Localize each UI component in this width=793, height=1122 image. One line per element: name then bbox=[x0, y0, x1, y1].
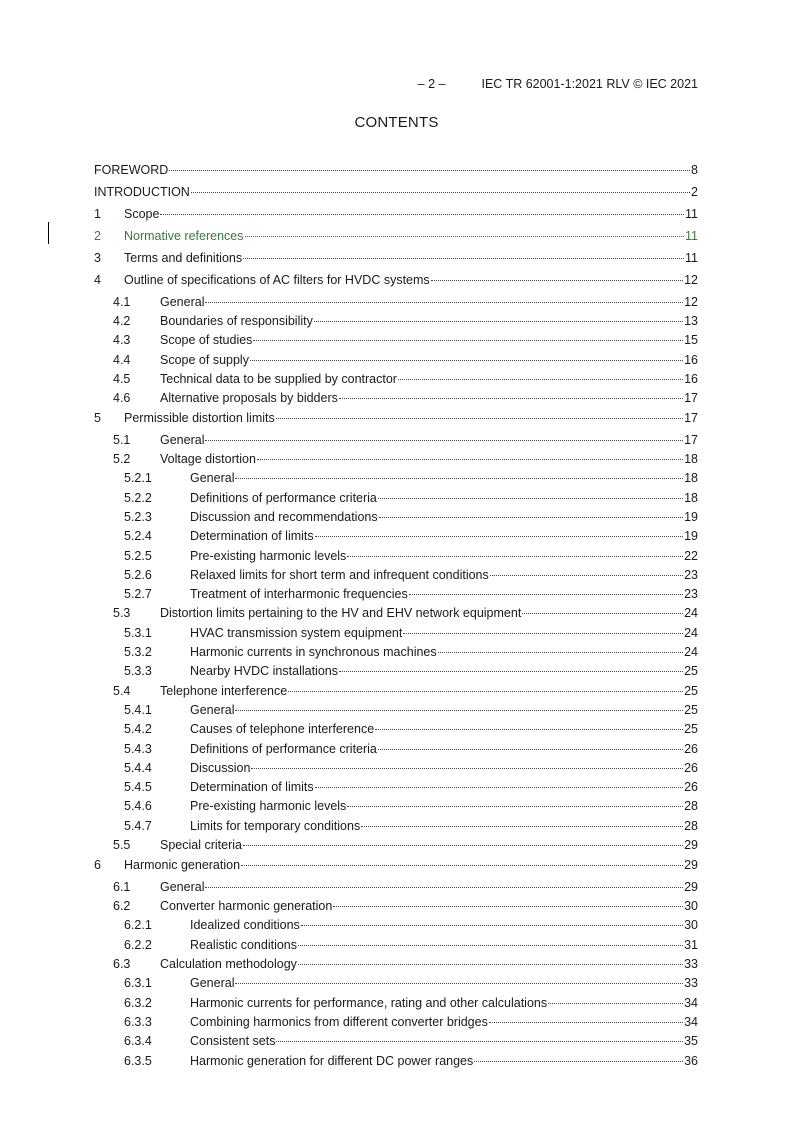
toc-entry-page[interactable]: 18 bbox=[684, 471, 698, 485]
toc-entry[interactable] bbox=[94, 853, 698, 872]
toc-entry-page[interactable]: 33 bbox=[684, 976, 698, 990]
toc-entry[interactable] bbox=[113, 952, 698, 971]
toc-entry-page[interactable]: 25 bbox=[684, 703, 698, 717]
toc-entry-page[interactable]: 29 bbox=[684, 838, 698, 852]
toc-entry-number: 5.2.4 bbox=[124, 529, 152, 543]
revision-change-bar bbox=[48, 222, 49, 244]
dot-leader bbox=[403, 621, 683, 637]
toc-entry-page[interactable]: 25 bbox=[684, 684, 698, 698]
toc-entry-page[interactable]: 16 bbox=[684, 372, 698, 386]
dot-leader bbox=[241, 853, 683, 869]
dot-leader bbox=[347, 794, 683, 810]
dot-leader bbox=[522, 601, 683, 617]
toc-entry-number: 5.2.7 bbox=[124, 587, 152, 601]
dot-leader bbox=[431, 268, 683, 284]
toc-entry-page[interactable]: 26 bbox=[684, 761, 698, 775]
toc-entry-page[interactable]: 18 bbox=[684, 452, 698, 466]
toc-entry-page[interactable]: 8 bbox=[691, 163, 698, 177]
toc-entry-title[interactable]: General bbox=[160, 880, 205, 894]
toc-entry-number: 5.3.3 bbox=[124, 664, 152, 678]
toc-entry[interactable] bbox=[124, 1010, 698, 1029]
toc-entry[interactable] bbox=[124, 971, 698, 990]
toc-entry-title[interactable]: Converter harmonic generation bbox=[160, 899, 333, 913]
toc-entry-title[interactable]: Normative references bbox=[124, 229, 244, 243]
toc-entry[interactable] bbox=[94, 268, 698, 287]
dot-leader bbox=[257, 447, 683, 463]
dot-leader bbox=[333, 894, 683, 910]
dot-leader bbox=[191, 180, 690, 196]
toc-entry[interactable] bbox=[124, 991, 698, 1010]
toc-entry-number: 5.2.5 bbox=[124, 549, 152, 563]
toc-entry-title[interactable]: Pre-existing harmonic levels bbox=[190, 549, 347, 563]
toc-entry-page[interactable]: 30 bbox=[684, 918, 698, 932]
toc-entry[interactable] bbox=[113, 348, 698, 367]
toc-entry[interactable] bbox=[124, 563, 698, 582]
toc-entry-number: 5.3.1 bbox=[124, 626, 152, 640]
toc-entry-title[interactable]: Technical data to be supplied by contractor bbox=[160, 372, 397, 386]
toc-entry-number: 5.2.6 bbox=[124, 568, 152, 582]
toc-entry-title[interactable]: Voltage distortion bbox=[160, 452, 256, 466]
dot-leader bbox=[361, 814, 683, 830]
toc-entry-page[interactable]: 12 bbox=[684, 295, 698, 309]
toc-entry-page[interactable]: 28 bbox=[684, 799, 698, 813]
toc-entry-title[interactable]: Discussion and recommendations bbox=[190, 510, 378, 524]
toc-entry-page[interactable]: 28 bbox=[684, 819, 698, 833]
toc-entry-page[interactable]: 25 bbox=[684, 664, 698, 678]
toc-entry[interactable] bbox=[124, 717, 698, 736]
toc-entry[interactable] bbox=[124, 1029, 698, 1048]
toc-entry-title[interactable]: Distortion limits pertaining to the HV and EHV network equipment bbox=[160, 606, 522, 620]
dot-leader bbox=[379, 505, 684, 521]
toc-entry-title[interactable]: FOREWORD bbox=[94, 163, 169, 177]
toc-entry-number: 5.4.4 bbox=[124, 761, 152, 775]
toc-entry-number: 4.4 bbox=[113, 353, 131, 367]
dot-leader bbox=[315, 775, 683, 791]
toc-entry[interactable] bbox=[124, 1049, 698, 1068]
dot-leader bbox=[243, 833, 683, 849]
toc-entry-number: 5.5 bbox=[113, 838, 131, 852]
toc-entry[interactable] bbox=[113, 386, 698, 405]
toc-entry-page[interactable]: 12 bbox=[684, 273, 698, 287]
dot-leader bbox=[235, 698, 683, 714]
dot-leader bbox=[339, 386, 683, 402]
dot-leader bbox=[438, 640, 683, 656]
dot-leader bbox=[298, 952, 683, 968]
toc-entry[interactable] bbox=[94, 180, 698, 199]
toc-entry-title[interactable]: Causes of telephone interference bbox=[190, 722, 375, 736]
toc-entry-title[interactable]: Calculation methodology bbox=[160, 957, 297, 971]
dot-leader bbox=[490, 563, 683, 579]
toc-entry-number: 4.5 bbox=[113, 372, 131, 386]
toc-entry-title[interactable]: Permissible distortion limits bbox=[124, 411, 275, 425]
document-id: IEC TR 62001-1:2021 RLV © IEC 2021 bbox=[481, 77, 698, 91]
toc-entry[interactable] bbox=[94, 202, 698, 221]
toc-entry-number: 3 bbox=[94, 251, 101, 265]
toc-entry-title[interactable]: Special criteria bbox=[160, 838, 242, 852]
toc-entry-page[interactable]: 2 bbox=[691, 185, 698, 199]
toc-entry-title[interactable]: Harmonic currents in synchronous machines bbox=[190, 645, 437, 659]
toc-entry-title[interactable]: Consistent sets bbox=[190, 1034, 276, 1048]
toc-entry-page[interactable]: 30 bbox=[684, 899, 698, 913]
toc-entry-number: 5.4 bbox=[113, 684, 131, 698]
toc-entry-page[interactable]: 13 bbox=[684, 314, 698, 328]
toc-entry[interactable] bbox=[113, 875, 698, 894]
toc-entry-page[interactable]: 35 bbox=[684, 1034, 698, 1048]
dot-leader bbox=[160, 202, 684, 218]
toc-entry-page[interactable]: 26 bbox=[684, 742, 698, 756]
page-title: CONTENTS bbox=[354, 114, 439, 131]
toc-entry-page[interactable]: 36 bbox=[684, 1054, 698, 1068]
toc-entry-number: 4.2 bbox=[113, 314, 131, 328]
toc-entry[interactable] bbox=[94, 406, 698, 425]
toc-entry-page[interactable]: 19 bbox=[684, 510, 698, 524]
toc-entry-title[interactable]: Scope of supply bbox=[160, 353, 249, 367]
toc-entry-title[interactable]: General bbox=[190, 471, 235, 485]
toc-entry-number: 4.6 bbox=[113, 391, 131, 405]
toc-entry[interactable] bbox=[124, 544, 698, 563]
toc-entry-title[interactable]: Treatment of interharmonic frequencies bbox=[190, 587, 408, 601]
toc-entry-title[interactable]: Discussion bbox=[190, 761, 251, 775]
toc-entry[interactable] bbox=[113, 309, 698, 328]
toc-entry-page[interactable]: 24 bbox=[684, 606, 698, 620]
page-header bbox=[0, 77, 698, 91]
toc-entry[interactable] bbox=[124, 466, 698, 485]
toc-entry-number: 6.3.4 bbox=[124, 1034, 152, 1048]
dot-leader bbox=[243, 246, 684, 262]
toc-entry[interactable] bbox=[124, 775, 698, 794]
toc-entry-title[interactable]: HVAC transmission system equipment bbox=[190, 626, 403, 640]
dot-leader bbox=[398, 367, 683, 383]
toc-entry-title[interactable]: General bbox=[160, 295, 205, 309]
dot-leader bbox=[276, 1029, 683, 1045]
toc-entry-title[interactable]: Harmonic currents for performance, rating and other calculations bbox=[190, 996, 548, 1010]
dot-leader bbox=[548, 991, 683, 1007]
toc-entry[interactable] bbox=[113, 833, 698, 852]
toc-entry-page[interactable]: 33 bbox=[684, 957, 698, 971]
toc-entry[interactable] bbox=[113, 328, 698, 347]
toc-entry[interactable] bbox=[124, 737, 698, 756]
dot-leader bbox=[347, 544, 683, 560]
toc-entry-number: 5.4.2 bbox=[124, 722, 152, 736]
toc-entry[interactable] bbox=[113, 290, 698, 309]
toc-entry-number: 5.2.1 bbox=[124, 471, 152, 485]
dot-leader bbox=[378, 486, 683, 502]
toc-entry-number: 4.1 bbox=[113, 295, 131, 309]
toc-entry-page[interactable]: 31 bbox=[684, 938, 698, 952]
toc-entry[interactable] bbox=[124, 756, 698, 775]
toc-entry-number: 5.2 bbox=[113, 452, 131, 466]
toc-entry-page[interactable]: 11 bbox=[685, 229, 698, 243]
toc-entry-title[interactable]: Scope bbox=[124, 207, 160, 221]
toc-entry[interactable] bbox=[124, 621, 698, 640]
toc-entry-number: 6.3 bbox=[113, 957, 131, 971]
toc-entry-title[interactable]: General bbox=[190, 976, 235, 990]
toc-entry[interactable] bbox=[124, 505, 698, 524]
dot-leader bbox=[474, 1049, 683, 1065]
toc-entry-page[interactable]: 29 bbox=[684, 880, 698, 894]
dot-leader bbox=[489, 1010, 683, 1026]
toc-entry-title[interactable]: Idealized conditions bbox=[190, 918, 300, 932]
toc-entry[interactable] bbox=[124, 524, 698, 543]
dot-leader bbox=[169, 158, 690, 174]
dot-leader bbox=[253, 328, 683, 344]
toc-entry-title[interactable]: Alternative proposals by bidders bbox=[160, 391, 338, 405]
toc-entry-number: 5.4.3 bbox=[124, 742, 152, 756]
toc-entry[interactable] bbox=[124, 698, 698, 717]
toc-entry-number: 6.2.1 bbox=[124, 918, 152, 932]
dot-leader bbox=[205, 428, 683, 444]
toc-entry-number: 5.2.3 bbox=[124, 510, 152, 524]
dot-leader bbox=[314, 309, 683, 325]
toc-entry-page[interactable]: 26 bbox=[684, 780, 698, 794]
toc-entry-number: 6.1 bbox=[113, 880, 131, 894]
toc-entry-page[interactable]: 11 bbox=[685, 251, 698, 265]
toc-entry-page[interactable]: 23 bbox=[684, 587, 698, 601]
toc-entry[interactable] bbox=[94, 158, 698, 177]
toc-entry-title[interactable]: Realistic conditions bbox=[190, 938, 297, 952]
toc-entry-number: 6 bbox=[94, 858, 101, 872]
dot-leader bbox=[298, 933, 683, 949]
toc-entry-number: 6.3.2 bbox=[124, 996, 152, 1010]
dot-leader bbox=[205, 875, 683, 891]
toc-entry[interactable] bbox=[113, 367, 698, 386]
toc-entry-title[interactable]: Harmonic generation bbox=[124, 858, 241, 872]
toc-entry-number: 5.4.6 bbox=[124, 799, 152, 813]
toc-entry-title[interactable]: Harmonic generation for different DC power ranges bbox=[190, 1054, 474, 1068]
toc-entry-title[interactable]: Boundaries of responsibility bbox=[160, 314, 313, 328]
toc-entry-number: 5.4.7 bbox=[124, 819, 152, 833]
toc-entry[interactable] bbox=[124, 794, 698, 813]
toc-entry-number: 5.4.1 bbox=[124, 703, 152, 717]
dot-leader bbox=[276, 406, 683, 422]
dot-leader bbox=[378, 737, 683, 753]
toc-entry-title[interactable]: Pre-existing harmonic levels bbox=[190, 799, 347, 813]
dot-leader bbox=[409, 582, 683, 598]
toc-entry-number: 5.3.2 bbox=[124, 645, 152, 659]
dot-leader bbox=[245, 224, 685, 240]
toc-entry-title[interactable]: Determination of limits bbox=[190, 780, 314, 794]
toc-entry[interactable] bbox=[124, 640, 698, 659]
dot-leader bbox=[250, 348, 683, 364]
dot-leader bbox=[339, 659, 683, 675]
dot-leader bbox=[251, 756, 683, 772]
dot-leader bbox=[301, 913, 683, 929]
toc-entry[interactable] bbox=[113, 679, 698, 698]
toc-entry[interactable] bbox=[124, 913, 698, 932]
toc-entry-number: 6.2.2 bbox=[124, 938, 152, 952]
toc-entry-number: 2 bbox=[94, 229, 101, 243]
toc-entry-number: 6.3.3 bbox=[124, 1015, 152, 1029]
toc-entry-page[interactable]: 34 bbox=[684, 1015, 698, 1029]
toc-entry-title[interactable]: INTRODUCTION bbox=[94, 185, 190, 199]
toc-entry-title[interactable]: Terms and definitions bbox=[124, 251, 243, 265]
toc-entry-title[interactable]: General bbox=[160, 433, 205, 447]
toc-entry-title[interactable]: Telephone interference bbox=[160, 684, 288, 698]
toc-entry-title[interactable]: General bbox=[190, 703, 235, 717]
toc-entry[interactable] bbox=[124, 582, 698, 601]
toc-entry-number: 5.3 bbox=[113, 606, 131, 620]
toc-entry[interactable] bbox=[124, 659, 698, 678]
toc-entry-title[interactable]: Limits for temporary conditions bbox=[190, 819, 361, 833]
toc-entry-page[interactable]: 23 bbox=[684, 568, 698, 582]
dot-leader bbox=[235, 466, 683, 482]
toc-entry-number: 6.2 bbox=[113, 899, 131, 913]
toc-entry-title[interactable]: Definitions of performance criteria bbox=[190, 742, 377, 756]
toc-entry-title[interactable]: Definitions of performance criteria bbox=[190, 491, 377, 505]
toc-entry-page[interactable]: 29 bbox=[684, 858, 698, 872]
toc-entry-page[interactable]: 15 bbox=[684, 333, 698, 347]
toc-entry-page[interactable]: 22 bbox=[684, 549, 698, 563]
toc-entry-title[interactable]: Combining harmonics from different converter bridges bbox=[190, 1015, 488, 1029]
toc-entry[interactable] bbox=[124, 814, 698, 833]
toc-entry-number: 4.3 bbox=[113, 333, 131, 347]
toc-entry-page[interactable]: 24 bbox=[684, 626, 698, 640]
dot-leader bbox=[315, 524, 683, 540]
toc-entry-page[interactable]: 24 bbox=[684, 645, 698, 659]
toc-entry-number: 5 bbox=[94, 411, 101, 425]
toc-entry[interactable] bbox=[124, 486, 698, 505]
toc-entry-page[interactable]: 19 bbox=[684, 529, 698, 543]
dot-leader bbox=[375, 717, 683, 733]
toc-entry-number: 1 bbox=[94, 207, 101, 221]
toc-entry-number: 5.2.2 bbox=[124, 491, 152, 505]
toc-entry-page[interactable]: 17 bbox=[684, 391, 698, 405]
toc-entry-number: 6.3.1 bbox=[124, 976, 152, 990]
toc-entry-page[interactable]: 16 bbox=[684, 353, 698, 367]
toc-entry-page[interactable]: 17 bbox=[684, 411, 698, 425]
toc-entry-title[interactable]: Outline of specifications of AC filters for HVDC systems bbox=[124, 273, 430, 287]
toc-entry-page[interactable]: 11 bbox=[685, 207, 698, 221]
toc-entry-page[interactable]: 34 bbox=[684, 996, 698, 1010]
toc-entry-page[interactable]: 17 bbox=[684, 433, 698, 447]
toc-entry-page[interactable]: 25 bbox=[684, 722, 698, 736]
toc-entry[interactable] bbox=[113, 894, 698, 913]
toc-entry[interactable] bbox=[94, 224, 698, 243]
toc-entry-number: 4 bbox=[94, 273, 101, 287]
dot-leader bbox=[235, 971, 683, 987]
toc-entry-number: 5.1 bbox=[113, 433, 131, 447]
toc-entry[interactable] bbox=[94, 246, 698, 265]
toc-entry-number: 6.3.5 bbox=[124, 1054, 152, 1068]
toc-entry-title[interactable]: Determination of limits bbox=[190, 529, 314, 543]
toc-entry-title[interactable]: Relaxed limits for short term and infrequent conditions bbox=[190, 568, 489, 582]
toc-entry[interactable] bbox=[113, 447, 698, 466]
toc-entry-number: 5.4.5 bbox=[124, 780, 152, 794]
toc-entry[interactable] bbox=[113, 428, 698, 447]
toc-entry-title[interactable]: Scope of studies bbox=[160, 333, 253, 347]
dot-leader bbox=[205, 290, 683, 306]
toc-entry-title[interactable]: Nearby HVDC installations bbox=[190, 664, 338, 678]
dot-leader bbox=[288, 679, 683, 695]
toc-entry[interactable] bbox=[124, 933, 698, 952]
toc-entry[interactable] bbox=[113, 601, 698, 620]
toc-entry-page[interactable]: 18 bbox=[684, 491, 698, 505]
page-number: – 2 – bbox=[417, 77, 446, 91]
